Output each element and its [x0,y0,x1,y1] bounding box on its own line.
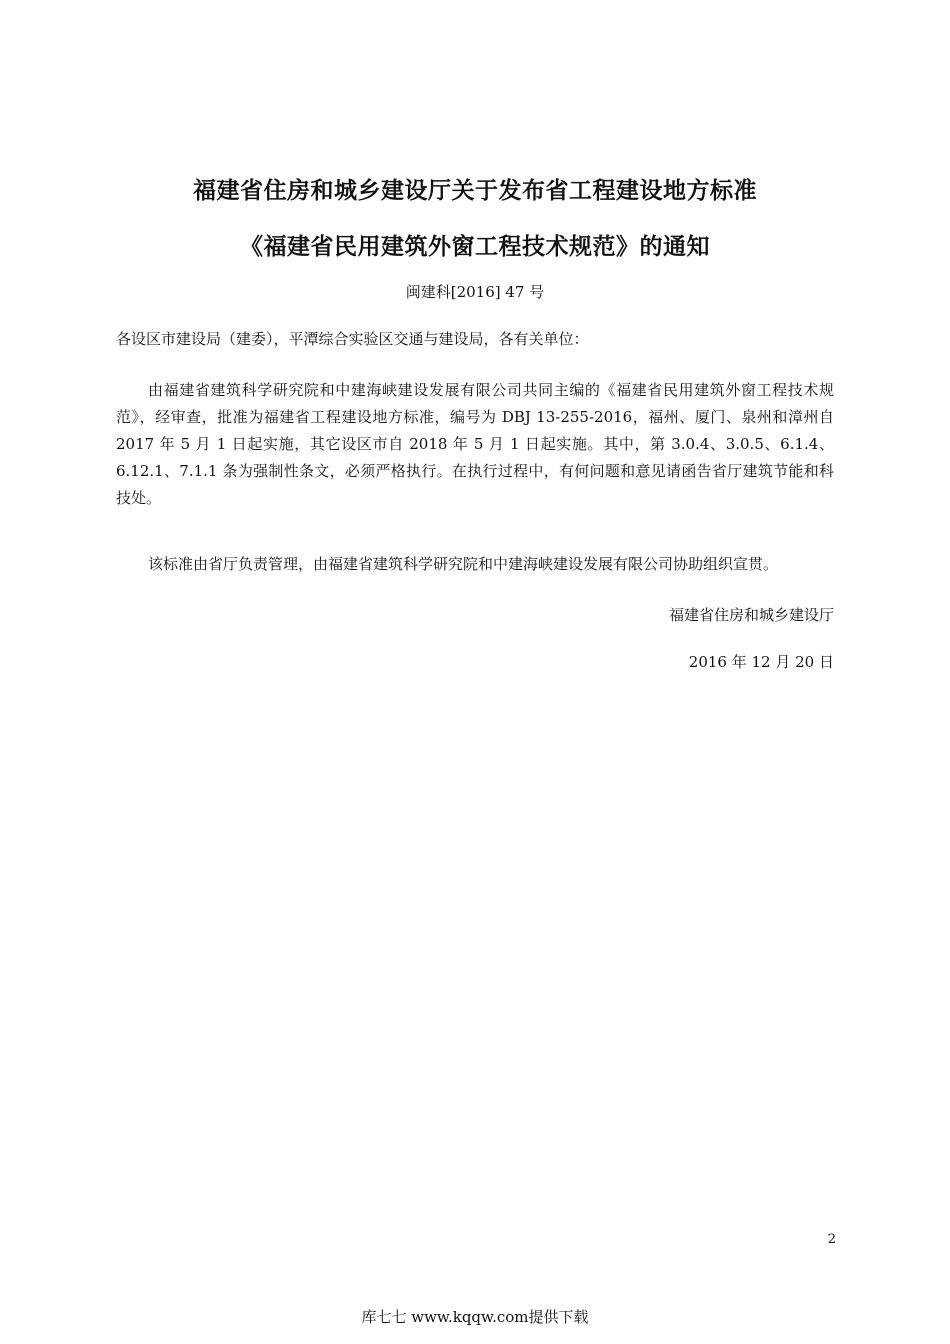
notice-title-line-2: 《福建省民用建筑外窗工程技术规范》的通知 [240,234,710,260]
body-paragraph-1: 由福建省建筑科学研究院和中建海峡建设发展有限公司共同主编的《福建省民用建筑外窗工程技术规范》，经审查，批准为福建省工程建设地方标准，编号为 DBJ 13-255-2016，福州、厦门、泉州和漳州自 2017 年 5 月 1 日起实施，其它设区市自 2018 年 5 月 1 日起实施。其中，第 3.0.4、3.0.5、6.1.4、6.12.1、7.1.1 条为强制性条文，必须严格执行。在执行过程中，有何问题和意见请函告省厅建筑节能和科技处。 [116,381,834,507]
document-number: 闽建科[2016] 47 号 [405,283,545,301]
body-paragraph-2: 该标准由省厅负责管理，由福建省建筑科学研究院和中建海峡建设发展有限公司协助组织宣贯。 [148,555,779,573]
issuing-organization: 福建省住房和城乡建设厅 [668,606,834,624]
issue-date: 2016 年 12 月 20 日 [688,653,834,671]
notice-title-line-1: 福建省住房和城乡建设厅关于发布省工程建设地方标准 [193,178,757,204]
page-number: 2 [827,1232,836,1247]
addressee-line: 各设区市建设局（建委），平潭综合实验区交通与建设局，各有关单位： [116,330,589,348]
download-footer: 库七七 www.kqqw.com提供下载 [361,1308,589,1326]
